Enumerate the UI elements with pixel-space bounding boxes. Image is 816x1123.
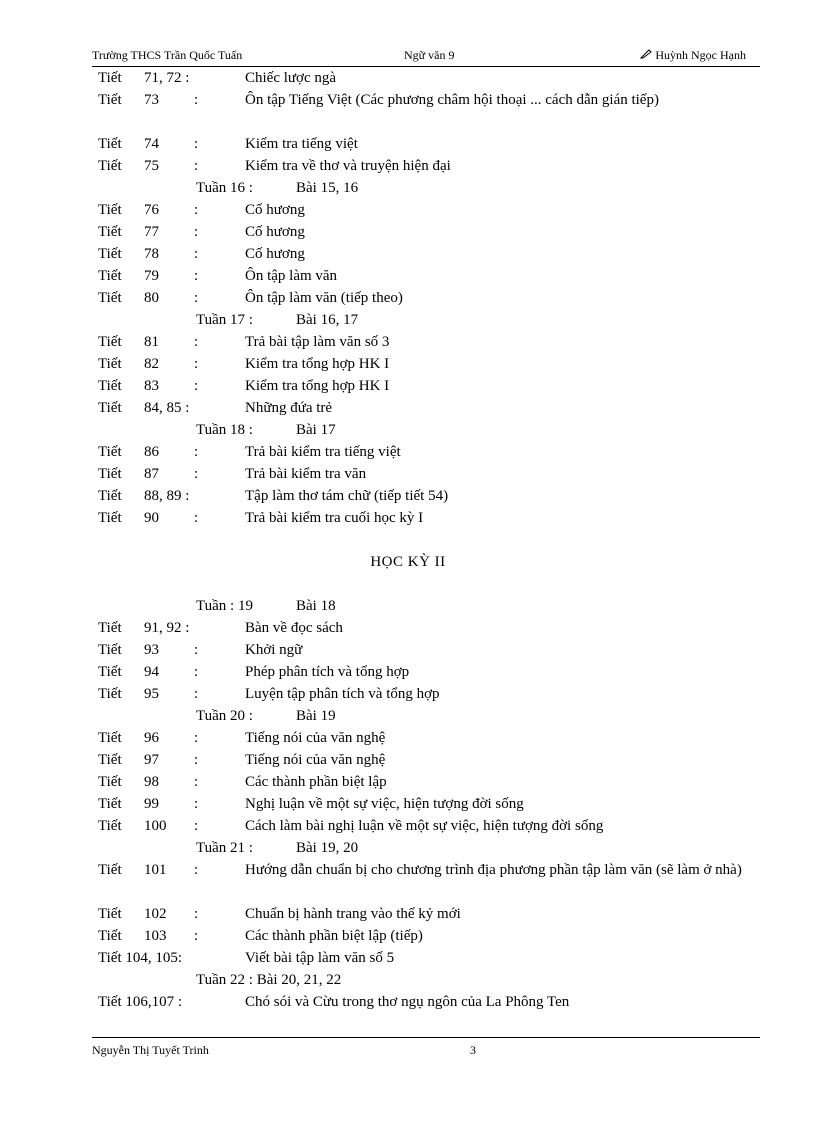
lesson-number: 79 (144, 268, 159, 284)
lesson-label: Tiết (98, 818, 122, 834)
week-row (0, 837, 816, 859)
lesson-row (0, 507, 816, 529)
lesson-label: Tiết (98, 356, 122, 372)
subject-name: Ngữ văn 9 (404, 48, 455, 62)
lesson-row (0, 397, 816, 419)
lesson-label: Tiết (98, 686, 122, 702)
page-header (92, 48, 760, 66)
lesson-colon: : (194, 378, 199, 394)
week-lessons: Bài 16, 17 (296, 312, 359, 328)
lesson-row (0, 199, 816, 221)
author-name: Nguyễn Thị Tuyết Trinh (92, 1043, 209, 1057)
lesson-row (0, 903, 816, 925)
lesson-label: Tiết (98, 246, 122, 262)
lesson-number: 86 (144, 444, 159, 460)
lesson-title: Kiểm tra tổng hợp HK I (245, 378, 390, 394)
lesson-row (0, 771, 816, 793)
lesson-row (0, 441, 816, 463)
lesson-number: 83 (144, 378, 159, 394)
week-label: Tuần 16 : (196, 180, 253, 196)
footer-rule (92, 1037, 760, 1038)
lesson-colon: : (194, 774, 199, 790)
week-lessons: Bài 15, 16 (296, 180, 359, 196)
lesson-title: Chó sói và Cừu trong thơ ngụ ngôn của La Phông Ten (245, 994, 570, 1010)
lesson-number: 101 (144, 862, 167, 878)
lesson-label: Tiết (98, 488, 122, 504)
lesson-title: Cố hương (245, 224, 305, 240)
week-row (0, 177, 816, 199)
lesson-colon: : (194, 752, 199, 768)
week-row (0, 969, 816, 991)
lesson-title: Tiếng nói của văn nghệ (245, 752, 386, 768)
lesson-colon: : (194, 224, 199, 240)
lesson-number: 99 (144, 796, 159, 812)
lesson-label: Tiết (98, 796, 122, 812)
lesson-colon: : (194, 664, 199, 680)
lesson-title: Trả bài tập làm văn số 3 (245, 334, 390, 350)
lesson-title: Trả bài kiểm tra cuối học kỳ I (245, 510, 424, 526)
lesson-number: 97 (144, 752, 159, 768)
lesson-title: Ôn tập Tiếng Việt (Các phương châm hội thoại ... cách dẫn gián tiếp) (245, 92, 659, 108)
lesson-title: Khởi ngữ (245, 642, 303, 658)
lesson-row (0, 89, 816, 133)
lesson-colon: : (194, 730, 199, 746)
lesson-title: Chiếc lược ngà (245, 70, 337, 86)
week-lessons: Bài 18 (296, 598, 336, 614)
lesson-label: Tiết (98, 620, 122, 636)
lesson-row (0, 815, 816, 837)
lesson-title: Nghị luận về một sự việc, hiện tượng đời sống (245, 796, 524, 812)
lesson-title: Viết bài tập làm văn số 5 (245, 950, 395, 966)
lesson-row (0, 991, 816, 1013)
lesson-label: Tiết (98, 378, 122, 394)
lesson-row (0, 639, 816, 661)
lesson-title: Tập làm thơ tám chữ (tiếp tiết 54) (245, 488, 449, 504)
lesson-label: Tiết (98, 642, 122, 658)
lesson-row (0, 243, 816, 265)
lesson-label: Tiết 104, 105: (98, 950, 183, 966)
week-lessons: Bài 19, 20 (296, 840, 359, 856)
lesson-colon: : (194, 444, 199, 460)
lesson-title: Ôn tập làm văn (245, 268, 338, 284)
lesson-label: Tiết (98, 334, 122, 350)
lesson-number: 90 (144, 510, 159, 526)
lesson-number: 98 (144, 774, 159, 790)
lesson-row (0, 683, 816, 705)
lesson-title: Các thành phần biệt lập (tiếp) (245, 928, 423, 944)
lesson-colon: : (194, 928, 199, 944)
lesson-colon: : (194, 796, 199, 812)
week-lessons: Bài 19 (296, 708, 336, 724)
lesson-number: 81 (144, 334, 159, 350)
lesson-title: Trả bài kiểm tra văn (245, 466, 367, 482)
week-label: Tuần 22 : Bài 20, 21, 22 (196, 972, 342, 988)
lesson-colon: : (194, 466, 199, 482)
week-label: Tuần : 19 (196, 598, 253, 614)
lesson-label: Tiết (98, 774, 122, 790)
lesson-title: Cố hương (245, 246, 305, 262)
lesson-label: Tiết (98, 92, 122, 108)
lesson-number: 94 (144, 664, 159, 680)
lesson-number: 91, 92 : (144, 620, 190, 636)
lesson-colon: : (194, 92, 199, 108)
lesson-row (0, 353, 816, 375)
lesson-number: 80 (144, 290, 159, 306)
lesson-row (0, 287, 816, 309)
week-row (0, 705, 816, 727)
week-row (0, 309, 816, 331)
lesson-row (0, 947, 816, 969)
lesson-label: Tiết (98, 730, 122, 746)
lesson-colon: : (194, 356, 199, 372)
lesson-colon: : (194, 334, 199, 350)
lesson-label: Tiết (98, 290, 122, 306)
lesson-number: 71, 72 : (144, 70, 190, 86)
lesson-row (0, 727, 816, 749)
lesson-title: Ôn tập làm văn (tiếp theo) (245, 290, 403, 306)
lesson-colon: : (194, 510, 199, 526)
lesson-label: Tiết (98, 664, 122, 680)
lesson-number: 102 (144, 906, 167, 922)
lesson-row (0, 617, 816, 639)
lesson-title: Tiếng nói của văn nghệ (245, 730, 386, 746)
lesson-title: Các thành phần biệt lập (245, 774, 387, 790)
lesson-row (0, 221, 816, 243)
lesson-colon: : (194, 818, 199, 834)
lesson-colon: : (194, 862, 199, 878)
semester-heading (0, 529, 816, 595)
lesson-row (0, 749, 816, 771)
lesson-colon: : (194, 202, 199, 218)
lesson-label: Tiết (98, 70, 122, 86)
lesson-number: 88, 89 : (144, 488, 190, 504)
lesson-label: Tiết 106,107 : (98, 994, 183, 1010)
lesson-row (0, 265, 816, 287)
page-number: 3 (470, 1043, 476, 1057)
lesson-number: 82 (144, 356, 159, 372)
lesson-number: 84, 85 : (144, 400, 190, 416)
lesson-number: 103 (144, 928, 167, 944)
semester-title: HỌC KỲ II (370, 554, 446, 570)
lesson-row (0, 925, 816, 947)
week-label: Tuần 17 : (196, 312, 253, 328)
lesson-number: 95 (144, 686, 159, 702)
week-label: Tuần 21 : (196, 840, 253, 856)
lesson-colon: : (194, 686, 199, 702)
lesson-row (0, 155, 816, 177)
lesson-label: Tiết (98, 444, 122, 460)
teacher-name-wrap (640, 48, 746, 63)
lesson-row (0, 67, 816, 89)
lesson-label: Tiết (98, 224, 122, 240)
lesson-number: 75 (144, 158, 159, 174)
lesson-row (0, 661, 816, 683)
lesson-title: Kiểm tra về thơ và truyện hiện đại (245, 158, 451, 174)
lesson-title: Những đứa trẻ (245, 400, 333, 416)
lesson-label: Tiết (98, 752, 122, 768)
lesson-number: 100 (144, 818, 167, 834)
lesson-label: Tiết (98, 400, 122, 416)
lesson-label: Tiết (98, 158, 122, 174)
lesson-label: Tiết (98, 466, 122, 482)
lesson-row (0, 793, 816, 815)
lesson-number: 78 (144, 246, 159, 262)
week-row (0, 419, 816, 441)
lesson-colon: : (194, 268, 199, 284)
lesson-row (0, 859, 816, 903)
lesson-label: Tiết (98, 268, 122, 284)
page-footer (92, 1043, 760, 1061)
lesson-number: 77 (144, 224, 159, 240)
lesson-title: Trả bài kiểm tra tiếng việt (245, 444, 401, 460)
lesson-title: Hướng dẫn chuẩn bị cho chương trình địa phương phần tập làm văn (sẽ làm ở nhà) (245, 862, 742, 878)
lesson-schedule (0, 67, 816, 1013)
lesson-colon: : (194, 290, 199, 306)
lesson-title: Luyện tập phân tích và tổng hợp (245, 686, 440, 702)
lesson-title: Phép phân tích và tổng hợp (245, 664, 410, 680)
lesson-colon: : (194, 642, 199, 658)
pen-icon (640, 49, 652, 59)
lesson-colon: : (194, 158, 199, 174)
lesson-label: Tiết (98, 928, 122, 944)
lesson-number: 96 (144, 730, 159, 746)
lesson-colon: : (194, 136, 199, 152)
lesson-row (0, 485, 816, 507)
lesson-number: 73 (144, 92, 159, 108)
lesson-label: Tiết (98, 510, 122, 526)
week-lessons: Bài 17 (296, 422, 336, 438)
lesson-colon: : (194, 246, 199, 262)
lesson-number: 87 (144, 466, 159, 482)
lesson-colon: : (194, 906, 199, 922)
school-name: Trường THCS Trần Quốc Tuấn (92, 48, 243, 62)
lesson-label: Tiết (98, 862, 122, 878)
lesson-row (0, 331, 816, 353)
week-row (0, 595, 816, 617)
lesson-row (0, 463, 816, 485)
lesson-title: Bàn về đọc sách (245, 620, 343, 636)
lesson-label: Tiết (98, 136, 122, 152)
lesson-number: 93 (144, 642, 159, 658)
lesson-title: Kiểm tra tiếng việt (245, 136, 358, 152)
lesson-label: Tiết (98, 906, 122, 922)
lesson-row (0, 375, 816, 397)
week-label: Tuần 18 : (196, 422, 253, 438)
lesson-title: Cách làm bài nghị luận về một sự việc, hiện tượng đời sống (245, 818, 604, 834)
lesson-title: Chuẩn bị hành trang vào thế kỷ mới (245, 906, 461, 922)
lesson-row (0, 133, 816, 155)
teacher-name: Huỳnh Ngọc Hạnh (655, 48, 746, 62)
week-label: Tuần 20 : (196, 708, 253, 724)
lesson-label: Tiết (98, 202, 122, 218)
lesson-title: Kiểm tra tổng hợp HK I (245, 356, 390, 372)
lesson-number: 74 (144, 136, 159, 152)
lesson-number: 76 (144, 202, 159, 218)
lesson-title: Cố hương (245, 202, 305, 218)
